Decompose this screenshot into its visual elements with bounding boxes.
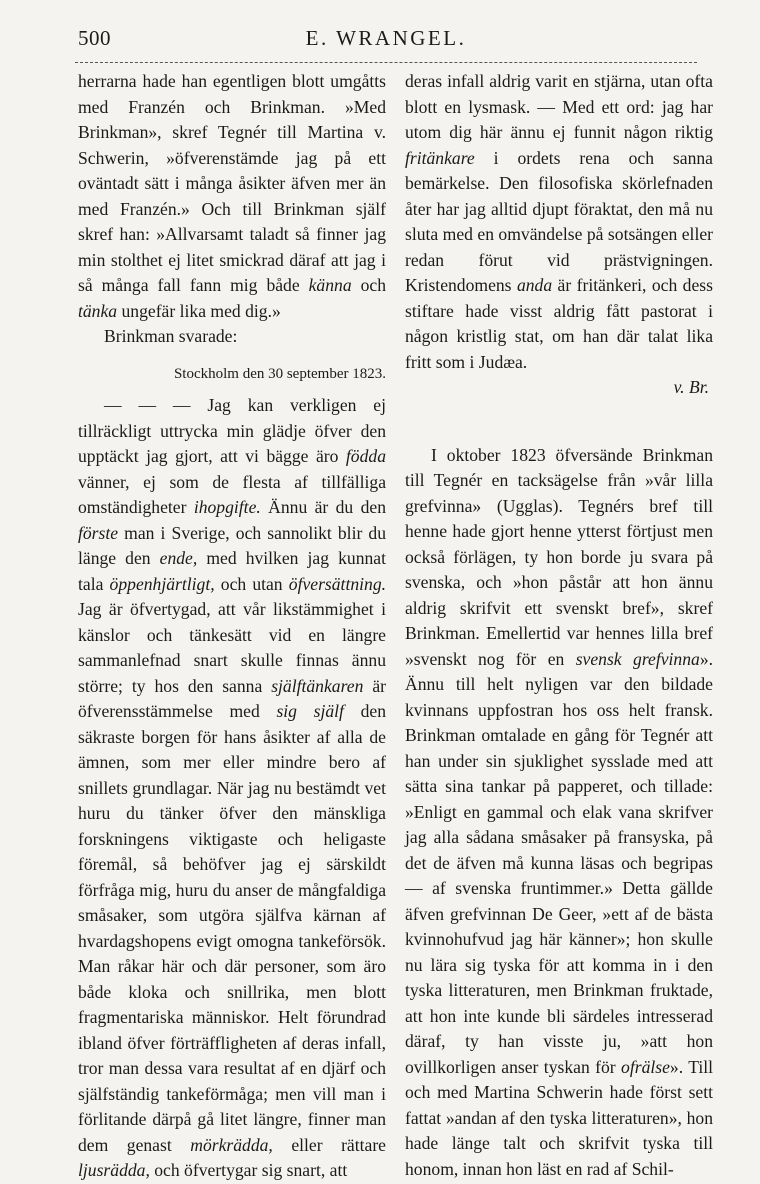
emphasis: tänka bbox=[78, 300, 118, 321]
text-run: ungefär lika med dig.» bbox=[117, 300, 281, 321]
letter-dateline: Stockholm den 30 september 1823. bbox=[173, 365, 386, 382]
emphasis: själftänkaren bbox=[271, 675, 364, 696]
paragraph-october-1823 bbox=[405, 443, 713, 1183]
emphasis: svensk grefvinna bbox=[575, 648, 700, 669]
emphasis: öfversättning. bbox=[288, 573, 387, 594]
emphasis: öppenhjärtligt, bbox=[109, 573, 215, 594]
left-column bbox=[78, 69, 386, 1184]
emphasis: mörkrädda, bbox=[190, 1134, 273, 1155]
text-run: och utan bbox=[214, 573, 289, 594]
emphasis: ofrälse bbox=[621, 1056, 670, 1077]
emphasis: fritänkare bbox=[405, 147, 475, 168]
running-title: E. WRANGEL. bbox=[305, 26, 467, 50]
text-run: eller rättare bbox=[272, 1134, 386, 1155]
emphasis: ljusrädda, bbox=[78, 1160, 150, 1180]
text-run: med hvilken jag kunnat tala bbox=[78, 548, 386, 594]
emphasis: känna bbox=[308, 275, 352, 295]
text-run: och öfvertygar sig snart, att bbox=[149, 1160, 348, 1180]
paragraph-continuation bbox=[78, 69, 386, 324]
text-run: deras infall aldrig varit en stjärna, utan ofta blott en lysmask. — Med ett ord: jag har utom dig här ännu ej funnit någon riktig bbox=[405, 71, 713, 142]
text-run: I oktober 1823 öfversände Brinkman till Tegnér en tacksägelse från »vår lilla grefvinna» (Ugglas). Tegnérs bref till henne hade gjort henne ytterst förtjust men också förlägen, ty hon borde ju svara på svenska, och »hon påstår att hon ännu aldrig skrifvit ett svenskt bref», skref Brinkman. Emellertid var hennes lilla bref »svenskt nog för en bbox=[405, 444, 713, 669]
text-run: och bbox=[351, 275, 386, 295]
text-run: den säkraste borgen för hans åsikter af alla de ämnen, som mer eller mindre bero af snillets grundlagar. När jag nu bestämdt vet huru du tänker öfver den mänskliga forskningens viktigaste och heligaste föremål, så behöfver jag ej särskildt förfråga mig, huru du anser de mångfaldiga småsaker, som utgöra själfva kärnan af hvardagshopens evigt omogna tankeförsök. Man råkar här och där personer, som äro både kloka och snillrika, men blott fragmentariska människor. Helt förundrad ibland öfver förträffligheten af deras infall, tror man dessa vara resultat af en djärf och själfständig tankeförmåga; men vill man i förlitande därpå gå litet längre, finner man dem genast bbox=[78, 701, 386, 1155]
paragraph-brinkman-reply: Brinkman svarade: bbox=[104, 326, 238, 346]
text-run: Jag är öfvertygad, att vår likstämmighet i känslor och tänkesätt vid en längre sammanlefnad snart skulle finnas ännu större; ty hos den sanna bbox=[78, 599, 386, 696]
emphasis: födda bbox=[345, 446, 386, 466]
text-run: man i Sverige, och sannolikt blir du länge den bbox=[78, 522, 386, 568]
page-number: 500 bbox=[78, 26, 111, 50]
section-gap bbox=[405, 401, 713, 443]
header-rule bbox=[75, 62, 697, 63]
text-run: är fritänkeri, och dess stiftare hade visst aldrig fått pastorat i någon kristlig stat, om han där talat lika fritt som i Judæa. bbox=[405, 275, 713, 372]
emphasis: förste bbox=[78, 522, 119, 543]
text-run: är öfverensstämmelse med bbox=[78, 675, 386, 721]
text-run: vänner, ej som de flesta af tillfälliga omständigheter bbox=[78, 471, 386, 517]
text-run: ». Ännu till helt nyligen var den bildade kvinnans uppfostran hos oss helt fransk. Brinkman omtalade en gång för Tegnér att han under sin sjuklighet sysslade med att sätta sina tankar på papperet, och tillade: »Enligt en gammal och elak vana skrifver jag alla sådana småsaker på fransyska, på det de äfven må kunna läsas och begripas — af svenska fruntimmer.» Detta gällde äfven grefvinnan De Geer, »ett af de bästa kvinnohufvud jag här känner»; hon skulle nu lära sig tyska för att komma in i den tyska litteraturen, men Brinkman fruktade, att hon inte kunde bli särdeles intresserad däraf, ty han visste ju, »att hon ovillkorligen anser tyskan för bbox=[405, 648, 714, 1077]
emphasis: sig själf bbox=[276, 701, 344, 721]
text-run: ». Till och med Martina Schwerin hade först sett fattat »andan af den tyska litteraturen», hon hade länge talt och skrifvit tyska till honom, innan hon läst en rad af Schil- bbox=[405, 1056, 713, 1179]
page-header bbox=[78, 26, 694, 56]
emphasis: ihopgifte. bbox=[193, 497, 261, 517]
right-column bbox=[405, 69, 713, 1182]
text-run: herrarna hade han egentligen blott umgåtts med Franzén och Brinkman. »Med Brinkman», skref Tegnér till Martina v. Schwerin, »öfverenstämde jag på ett oväntadt sätt i många åsikter äfven mer än med Franzén.» Och till Brinkman själf skref han: »Allvarsamt taladt så finner jag min stolthet ej litet smickrad däraf att jag i så många fall fann mig både bbox=[78, 71, 386, 295]
emphasis: anda bbox=[516, 275, 553, 295]
emphasis: ende, bbox=[159, 548, 198, 568]
letter-body bbox=[78, 393, 386, 1184]
text-run: i ordets rena och sanna bemärkelse. Den filosofiska skörlefnaden åter har jag alltid djupt föraktat, den må nu sluta med en omvändelse på sotsängen eller redan förut vid prästvigningen. Kristendomens bbox=[405, 147, 713, 295]
letter-signature: v. Br. bbox=[673, 377, 709, 397]
letter-continuation bbox=[405, 69, 713, 375]
text-run: — — — Jag kan verkligen ej tillräckligt uttrycka min glädje öfver den upptäckt jag gjort, att vi bägge äro bbox=[78, 395, 386, 466]
text-run: Ännu är du den bbox=[260, 497, 386, 517]
